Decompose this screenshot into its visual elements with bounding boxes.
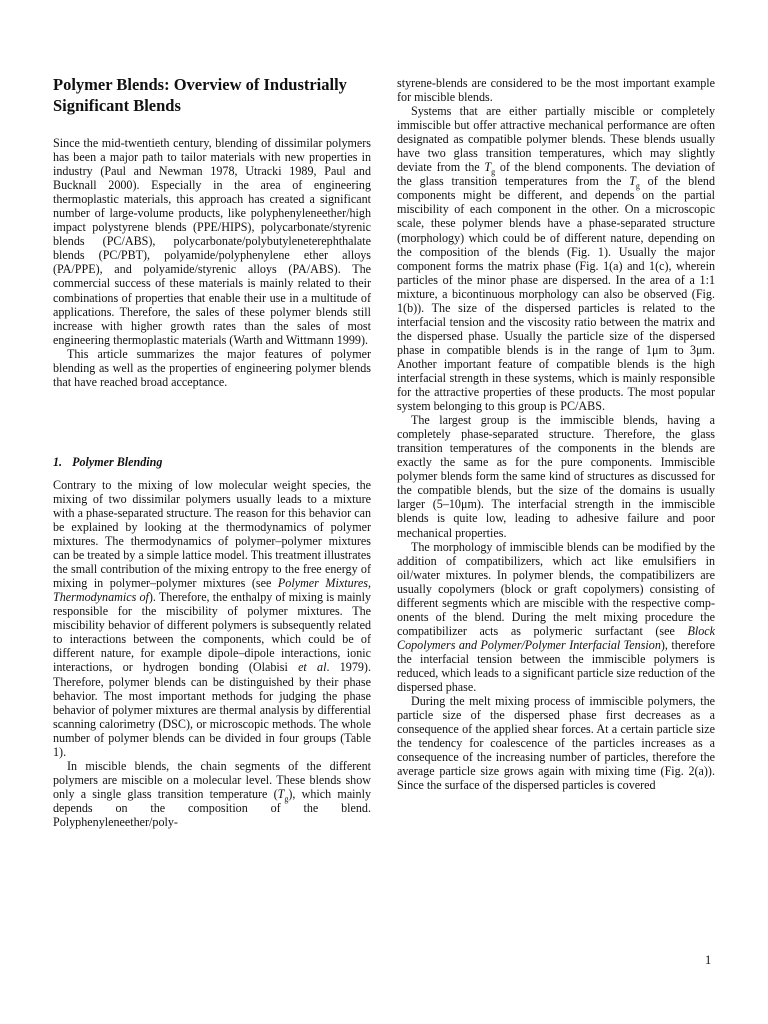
- text-run: The morphology of immiscible blends can be modified by the addition of compatibilizers, which act like emulsifiers in oil/water mixtures. In polymer blends, the compatibilizers are usually copolymers (block or graft copolymers) consisting of different segments which are miscible with the respective components of the blend. During the melt mixing procedure the compatibilizer acts as polymeric surfactant (see: [397, 539, 715, 638]
- text-run: of the blend components might be different, and depends on the partial miscibility of each component in the other. On a microscopic scale, these polymer blends have a phase-separated structure (morphology) which could be of different nature, depending on the composition of the blends (Fig. 1). Usually the major component forms the matrix phase (Fig. 1(a) and 1(c), wherein particles of the minor phase are dispersed. In the area of a 1:1 mixture, a bicontinuous morphology can also be observed (Fig. 1(b)). The size of the dispersed particles is related to the interfacial tension and the viscosity ratio between the matrix and the dispersed phase. Usually the particle size of the dispersed phase in compatible blends is in the range of 1μm to 3μm. Another important feature of compatible blends is the high interfacial strength in these systems, which is mainly responsible for the attractive properties of these products. The most popular system belonging to this group is PC/ABS.: [397, 174, 715, 414]
- cross-reference: Polymer Mixtures, Thermodynamics of: [53, 576, 371, 605]
- intro-paragraph-1: Since the mid-twentieth century, blending of dissimilar polymers has been a major path to tailor materials with new properties in industry (Paul and Newman 1978, Utracki 1989, Paul and Bucknall 2000). Especially in the area of engineering thermoplastic materials, this approach has created a significant number of large-volume products, like polyphenyleneether/high impact polystyrene blends (PPE/HIPS), polycarbonate/styrenic blends (PC/ABS), polycarbonate/polybutyleneterephthalate blends (PC/PBT), polyamide/polyphenylene ether alloys (PA/PPE), and polyamide/styrenic alloys (PA/ABS). The commercial success of these materials is mainly related to their combinations of properties that enable their use in a multitude of applications. Therefore, the sales of these polymer blends still increase with higher growth rates than the sales of most engineering thermoplastic materials (Warth and Wittmann 1999).: [53, 136, 371, 347]
- cross-reference: Block Copolymers and Polymer/Polymer Interfacial Tension: [397, 623, 715, 652]
- et-al: et al: [298, 660, 327, 675]
- text-run: Systems that are either partially miscible or completely immiscible but offer attractive mechanical performance are often designated as compatible polymer blends. These blends usually have two glass transition temperatures, which may slightly deviate from the: [397, 104, 715, 175]
- section-heading: [53, 455, 371, 469]
- tg-symbol: T: [277, 786, 285, 801]
- right-paragraph-4: [397, 540, 715, 695]
- text-run: In miscible blends, the chain segments of the different polymers are miscible on a molecular level. These blends show only a single glass transition temperature (: [53, 758, 371, 801]
- section-title: Polymer Blending: [72, 454, 163, 469]
- section-paragraph-1: [53, 478, 371, 759]
- text-run: ), therefore the interfacial tension between the immiscible polymers is reduced, which leads to a significant particle size reduction of the dispersed phase.: [397, 637, 715, 695]
- tg-subscript: g: [635, 181, 640, 191]
- article-title: Polymer Blends: Overview of Industrially Significant Blends: [53, 75, 347, 115]
- right-paragraph-2: [397, 104, 715, 413]
- text-run: ). Therefore, the enthalpy of mixing is mainly responsible for the miscibility of polymer mixtures. The miscibility behavior of different polymers is subsequently related to interactions between the components, which could be of different nature, for example dipole–dipole interactions, ionic interactions, or hydrogen bonding (Olabisi: [53, 590, 372, 675]
- intro-paragraph-2: This article summarizes the major features of polymer blending as well as the properties of engineering polymer blends that have reached broad acceptance.: [53, 346, 371, 389]
- right-paragraph-3: The largest group is the immiscible blends, having a completely phase-separated structure. Therefore, the glass transition temperatures of the components in the blends are exactly the same as for the pure components. Immiscible polymer blends form the same kind of structures as discussed for the compatible blends, but the size of the domains is usually larger (5–10μm). The interfacial strength in the immiscible blends is quite low, leading to adhesive failure and poor mechanical properties.: [397, 413, 715, 540]
- tg-symbol: T: [629, 174, 636, 189]
- text-run: ), which mainly depends on the composition of the blend. Polyphenyleneether/poly-: [53, 786, 371, 829]
- section-number: 1.: [53, 454, 63, 469]
- tg-subscript: g: [284, 794, 289, 804]
- page-number: 1: [705, 953, 712, 967]
- section-paragraph-2: [53, 759, 371, 829]
- right-paragraph-5: During the melt mixing process of immiscible polymers, the particle size of the dispersed phase first decreases as a consequence of the applied shear forces. At a certain particle size the tendency for coalescence of the particles increases as a consequence of the increasing number of particles, therefore the average particle size grows again with mixing time (Fig. 2(a)). Since the surface of the dispersed particles is covered: [397, 694, 715, 793]
- tg-subscript: g: [491, 167, 496, 177]
- right-paragraph-1: styrene-blends are considered to be the most important example for miscible blends.: [397, 76, 715, 105]
- text-run: . 1979). Therefore, polymer blends can be distinguished by their phase behavior. The most important methods for judging the phase behavior of polymer mixtures are thermal analysis by differential scanning calorimetry (DSC), or microscopic methods. The whole number of polymer blends can be divided in four groups (Table 1).: [53, 660, 371, 759]
- right-column: [397, 76, 715, 792]
- text-run: Contrary to the mixing of low molecular weight species, the mixing of two dissimilar polymers usually leads to a mixture with a phase-separated structure. The reason for this behavior can be explained by looking at the thermodynamics of polymer mixtures. The thermodynamics of polymer–polymer mixtures can be treated by a simple lattice model. This treatment illustrates the small contribution of the mixing entropy to the free energy of mixing in polymer–polymer mixtures (see: [53, 477, 371, 591]
- tg-symbol: T: [484, 160, 492, 175]
- text-run: of the blend components. The deviation of the glass transition temperatures from the: [397, 160, 715, 189]
- left-column: [53, 74, 371, 829]
